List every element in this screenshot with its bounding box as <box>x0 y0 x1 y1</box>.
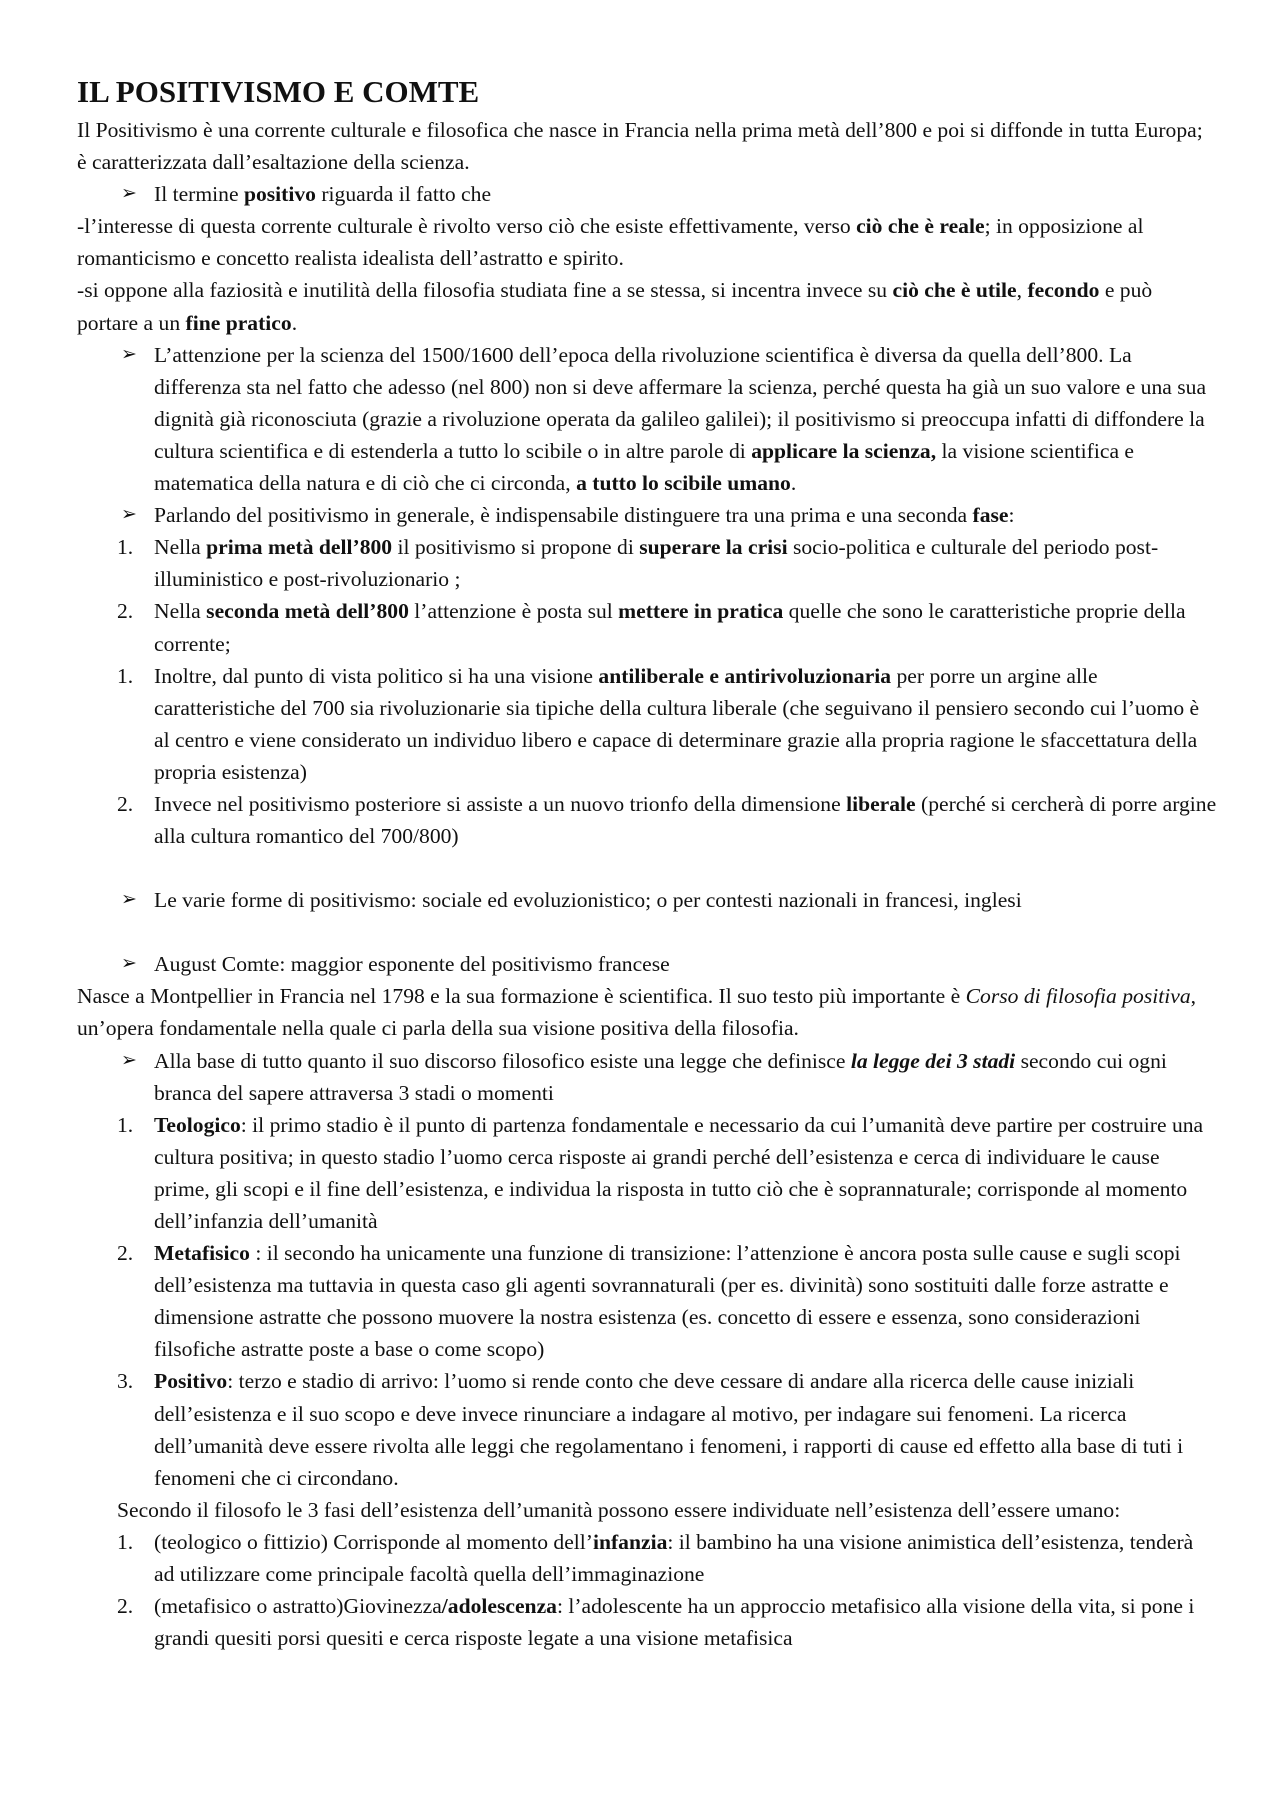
paragraph-fasi: Secondo il filosofo le 3 fasi dell’esistenza dell’umanità possono essere individuate nell’esistenza dell’essere umano: <box>117 1497 1121 1522</box>
list-item: 1. Inoltre, dal punto di vista politico si ha una visione antiliberale e antirivoluzionaria per porre un argine alle caratteristiche del 700 sia rivoluzionarie sia tipiche della cultura liberale (che seguivano il pensiero secondo cui l’uomo è al centro e viene considerato un individuo libero e capace di determinare grazie alla propria ragione le sfaccettatura della propria esistenza) <box>117 663 1200 784</box>
arrow-bullet-icon: ➢ <box>121 889 137 911</box>
arrow-bullet-icon: ➢ <box>121 953 137 975</box>
paragraph-utile: -si oppone alla faziosità e inutilità della filosofia studiata fine a se stessa, si incentra invece su ciò che è utile, fecondo e può portare a un fine pratico. <box>77 278 1153 335</box>
list-item: 2. Invece nel positivismo posteriore si assiste a un nuovo trionfo della dimensione liberale (perché si cercherà di porre argine alla cultura romantico del 700/800) <box>117 791 1217 849</box>
bullet-fase: ➢ Parlando del positivismo in generale, è indispensabile distinguere tra una prima e una seconda fase: <box>77 499 1217 531</box>
list-item: 2. Metafisico : il secondo ha unicamente una funzione di transizione: l’attenzione è ancora posta sulle cause e sugli scopi dell’esistenza ma tuttavia in questa caso gli agenti sovrannaturali (per es. divinità) sono sostituiti dalle forze astratte e dimensione astratte che possono muovere la nostra esistenza (es. concetto di essere e essenza, sono considerazioni filsofiche astratte poste a base o come scopo) <box>117 1241 1181 1362</box>
list-item: 1. (teologico o fittizio) Corrisponde al momento dell’infanzia: il bambino ha una visione animistica dell’esistenza, tenderà ad utilizzare come principale facoltà quella dell’immaginazione <box>117 1529 1194 1587</box>
bullet-comte: ➢ August Comte: maggior esponente del positivismo francese <box>77 948 1217 980</box>
page-title: IL POSITIVISMO E COMTE <box>77 74 480 109</box>
document-page <box>77 72 1217 1654</box>
bullet-legge: ➢ Alla base di tutto quanto il suo discorso filosofico esiste una legge che definisce la legge dei 3 stadi secondo cui ogni branca del sapere attraversa 3 stadi o momenti <box>77 1045 1217 1109</box>
list-item: 1. Nella prima metà dell’800 il positivismo si propone di superare la crisi socio-politica e culturale del periodo post-illuministico e post-rivoluzionario ; <box>117 535 1159 592</box>
arrow-bullet-icon: ➢ <box>121 504 137 526</box>
bullet-scienza: ➢ L’attenzione per la scienza del 1500/1600 dell’epoca della rivoluzione scientifica è diversa da quella dell’800. La differenza sta nel fatto che adesso (nel 800) non si deve affermare la scienza, perché questa ha già un suo valore e una sua dignità già riconosciuta (grazie a rivoluzione operata da galileo galilei); il positivismo si preoccupa infatti di diffondere la cultura scientifica e di estenderla a tutto lo scibile o in altre parole di applicare la scienza, la visione scientifica e matematica della natura e di ciò che ci circonda, a tutto lo scibile umano. <box>77 339 1217 499</box>
spacer <box>77 916 1217 948</box>
arrow-bullet-icon: ➢ <box>121 183 137 205</box>
paragraph-comte-bio: Nasce a Montpellier in Francia nel 1798 e la sua formazione è scientifica. Il suo testo più importante è Corso di filosofia positiva, un’opera fondamentale nella quale ci parla della sua visione positiva della filosofia. <box>77 984 1197 1041</box>
arrow-bullet-icon: ➢ <box>121 343 137 365</box>
list-item: 1. Teologico: il primo stadio è il punto di partenza fondamentale e necessario da cui l’umanità deve partire per costruire una cultura positiva; in questo stadio l’uomo cerca risposte ai grandi perché dell’esistenza e cerca di individuare le cause prime, gli scopi e il fine dell’esistenza, e individua la risposta in tutto ciò che è soprannaturale; corrisponde al momento dell’infanzia dell’umanità <box>117 1112 1204 1233</box>
bullet-forme: ➢ Le varie forme di positivismo: sociale ed evoluzionistico; o per contesti nazionali in francesi, inglesi <box>77 884 1217 916</box>
bullet-positivo: ➢ Il termine positivo riguarda il fatto che <box>77 178 1217 210</box>
list-item: 2. Nella seconda metà dell’800 l’attenzione è posta sul mettere in pratica quelle che sono le caratteristiche proprie della corrente; <box>117 599 1186 656</box>
list-item: 2. (metafisico o astratto)Giovinezza/adolescenza: l’adolescente ha un approccio metafisico alla visione della vita, si pone i grandi quesiti porsi quesiti e cerca risposte legate a una visione metafisica <box>117 1594 1195 1651</box>
list-item: 3. Positivo: terzo e stadio di arrivo: l’uomo si rende conto che deve cessare di andare alla ricerca delle cause iniziali dell’esistenza e il suo scopo e deve invece rinunciare a indagare al motivo, per indagare sui fenomeni. La ricerca dell’umanità deve essere rivolta alle leggi che regolamentano i fenomeni, i rapporti di cause ed effetto alla base di tuti i fenomeni che ci circondano. <box>117 1369 1184 1490</box>
spacer <box>77 852 1217 884</box>
paragraph-reale: -l’interesse di questa corrente culturale è rivolto verso ciò che esiste effettivamente, verso ciò che è reale; in opposizione al romanticismo e concetto realista idealista dell’astratto e spirito. <box>77 214 1144 271</box>
intro-paragraph: Il Positivismo è una corrente culturale e filosofica che nasce in Francia nella prima metà dell’800 e poi si diffonde in tutta Europa; è caratterizzata dall’esaltazione della scienza. <box>77 118 1203 175</box>
arrow-bullet-icon: ➢ <box>121 1049 137 1071</box>
